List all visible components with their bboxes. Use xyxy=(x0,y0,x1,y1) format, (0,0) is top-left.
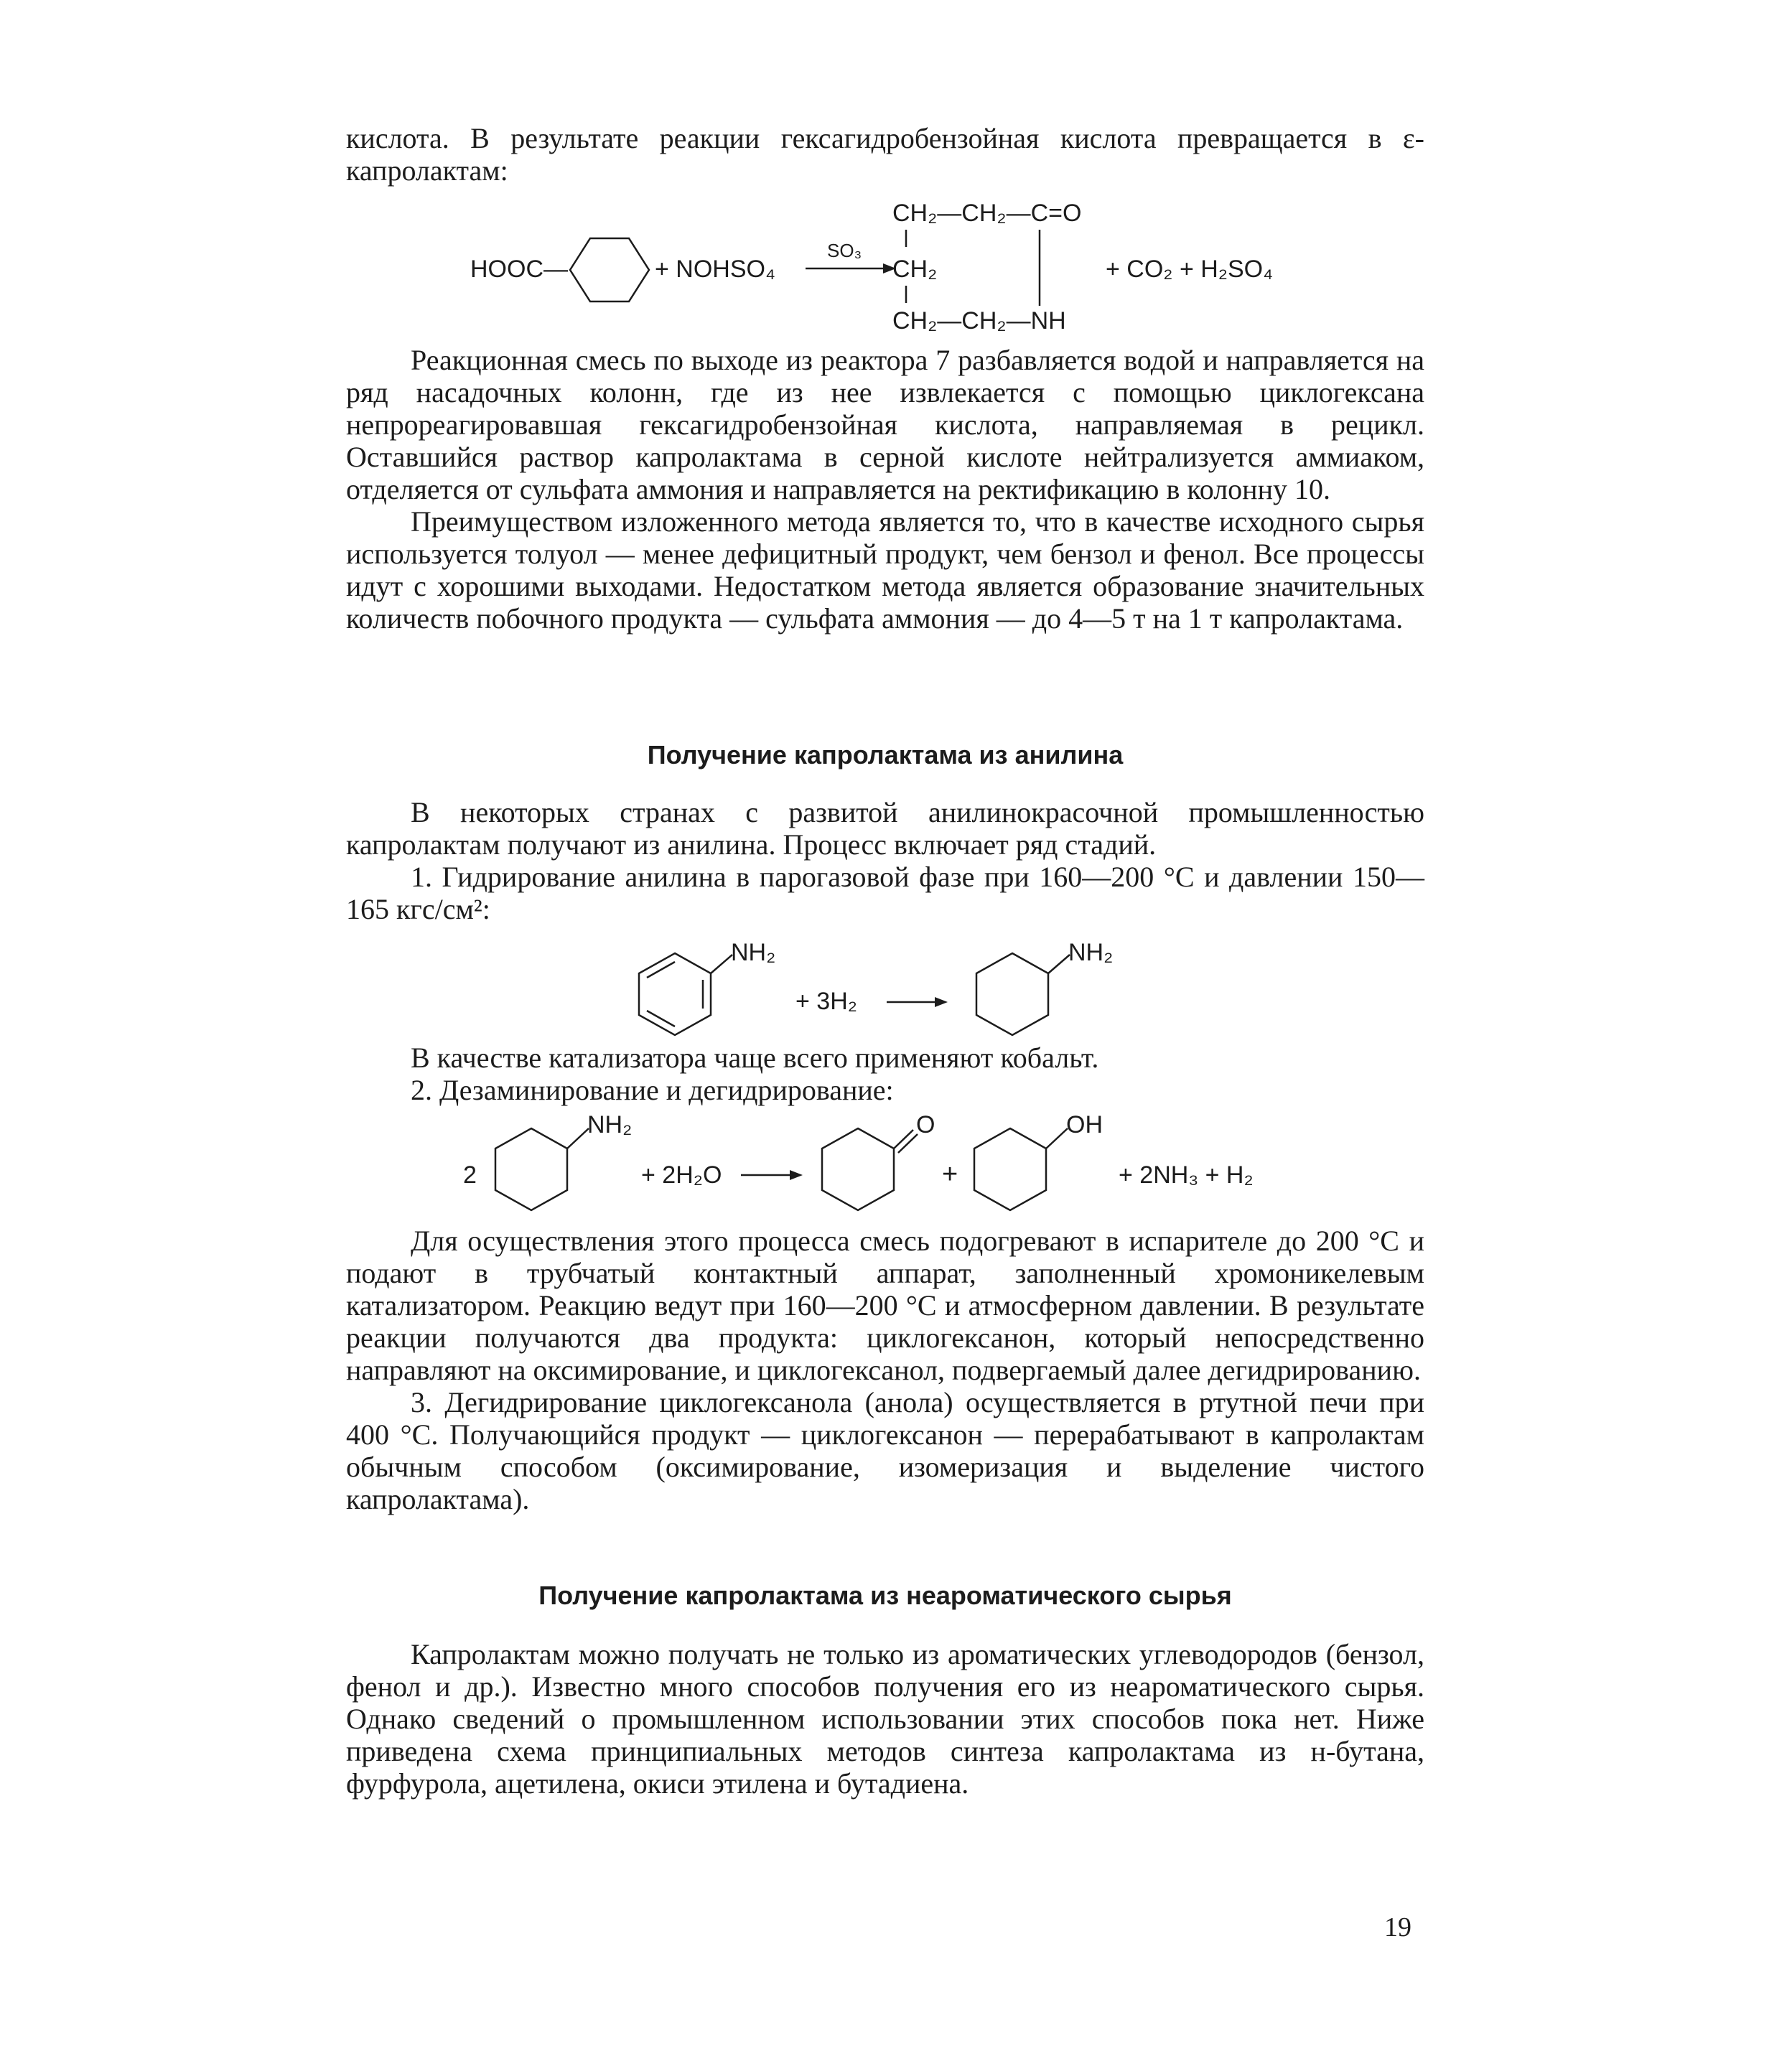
paragraph-2-3-block xyxy=(346,344,1424,635)
paragraph-nonaromatic-methods: Капролактам можно получать не только из ароматических углеводородов (бензол, фенол и др.). Известно много способов получения его из неароматического сырья. Однако сведений о промышленном использовании этих способов пока нет. Ниже приведена схема принципиальных методов синтеза капролактама из н-бутана, фурфурола, ацетилена, окиси этилена и бутадиена. xyxy=(346,1638,1424,1800)
eq2-reactant-nh2: NH₂ xyxy=(731,939,776,966)
heading-from-aniline: Получение капролактама из анилина xyxy=(647,740,1124,769)
eq3-ketone-o: O xyxy=(916,1111,935,1138)
eq2-plus-h2: + 3H₂ xyxy=(795,988,857,1015)
eq3-coefficient: 2 xyxy=(463,1161,477,1189)
eq2-cyclohexane-ring xyxy=(976,953,1048,1035)
page-number: 19 xyxy=(1384,1912,1411,1942)
eq3-oh-bond xyxy=(1046,1128,1068,1149)
eq2-benzene-ring xyxy=(639,953,711,1035)
eq1-catalyst-label: SO₃ xyxy=(827,240,862,261)
eq3-plus-sign: + xyxy=(942,1159,958,1189)
paragraph-4-5-block xyxy=(346,796,1424,925)
paragraph-1-block xyxy=(346,122,1424,187)
eq2-product-nh2: NH₂ xyxy=(1068,939,1114,966)
eq3-reaction-arrow-head xyxy=(790,1170,803,1180)
eq3-cyclohexanol-ring xyxy=(974,1128,1046,1210)
eq1-byproducts: + CO₂ + H₂SO₄ xyxy=(1106,256,1274,283)
paragraph-anol-dehydrogenation: 3. Дегидрирование циклогексанола (анола) осуществляется в ртутной печи при 400 °С. Получающийся продукт — циклогексанон — перерабатывают в капролактам обычным способом (оксимирование, изомеризация и выделение чистого капролактама). xyxy=(346,1386,1424,1515)
eq2-reaction-arrow-head xyxy=(935,997,948,1007)
eq2-nh2-bond-right xyxy=(1048,955,1070,973)
eq1-ring-bottom: CH₂—CH₂—NH xyxy=(892,307,1066,335)
paragraph-deamination-step: 2. Дезаминирование и дегидрирование: xyxy=(411,1074,894,1106)
eq1-ring-mid: CH₂ xyxy=(892,256,938,283)
heading-from-nonaromatic: Получение капролактама из неароматического сырья xyxy=(538,1581,1232,1610)
paragraph-8-9-block xyxy=(346,1225,1424,1515)
eq3-cyclohexanone-ring xyxy=(822,1128,894,1210)
eq3-reactant-nh2: NH₂ xyxy=(587,1111,633,1138)
paragraph-intro: кислота. В результате реакции гексагидробензойная кислота превращается в ε-капролактам: xyxy=(346,122,1424,187)
eq2-benzene-double-bond-2 xyxy=(647,1011,675,1026)
equation-deamination xyxy=(459,1105,1357,1227)
eq3-nh2-bond xyxy=(567,1128,589,1149)
eq3-byproducts: + 2NH₃ + H₂ xyxy=(1119,1161,1254,1189)
paragraph-advantages: Преимуществом изложенного метода является то, что в качестве исходного сырья используется толуол — менее дефицитный продукт, чем бензол и фенол. Все процессы идут с хорошими выходами. Недостатком метода является образование значительных количеств побочного продукта — сульфата аммония — до 4—5 т на 1 т капролактама. xyxy=(346,505,1424,635)
eq1-acid-label: HOOC— xyxy=(470,256,568,283)
paragraph-reaction-mixture: Реакционная смесь по выходе из реактора 7 разбавляется водой и направляется на ряд насадочных колонн, где из нее извлекается с помощью циклогексана непрореагировавшая гексагидробензойная кислота, направляемая в рецикл. Оставшийся раствор капролактама в серной кислоте нейтрализуется аммиаком, отделяется от сульфата аммония и направляется на ректификацию в колонну 10. xyxy=(346,344,1424,505)
equation-caprolactam-formation xyxy=(467,194,1328,337)
eq2-benzene-double-bond-3 xyxy=(647,962,675,978)
eq1-cyclohexane-ring xyxy=(570,238,649,301)
paragraph-aniline-intro: В некоторых странах с развитой анилинокрасочной промышленностью капролактам получают из анилина. Процесс включает ряд стадий. xyxy=(346,796,1424,861)
equation-3-svg xyxy=(459,1105,1357,1227)
equation-1-svg xyxy=(467,194,1328,337)
equation-2-svg xyxy=(632,933,1134,1055)
paragraph-hydrogenation-step: 1. Гидрирование анилина в парогазовой фазе при 160—200 °С и давлении 150—165 кгс/см²: xyxy=(346,861,1424,925)
paragraph-process-conditions: Для осуществления этого процесса смесь подогревают в испарителе до 200 °С и подают в трубчатый контактный аппарат, заполненный хромоникелевым катализатором. Реакцию ведут при 160—200 °С и атмосферном давлении. В результате реакции получаются два продукта: циклогексанон, который непосредственно направляют на оксимирование, и циклогексанол, подвергаемый далее дегидрированию. xyxy=(346,1225,1424,1386)
paragraph-10-block xyxy=(346,1638,1424,1800)
eq3-carbonyl-bond-2 xyxy=(898,1134,918,1153)
paragraph-catalyst-cobalt: В качестве катализатора чаще всего применяют кобальт. xyxy=(411,1042,1099,1074)
eq2-nh2-bond-left xyxy=(711,955,732,973)
eq1-plus-nohso4: + NOHSO₄ xyxy=(655,256,775,283)
equation-aniline-hydrogenation xyxy=(632,933,1134,1055)
eq3-cyclohexylamine-ring xyxy=(495,1128,567,1210)
paragraph-6-7-block xyxy=(346,1042,1424,1106)
eq3-carbonyl-bond-1 xyxy=(894,1130,913,1149)
eq3-alcohol-oh: OH xyxy=(1066,1111,1103,1138)
eq1-ring-top: CH₂—CH₂—C=O xyxy=(892,200,1082,227)
eq3-plus-water: + 2H₂O xyxy=(641,1161,722,1189)
